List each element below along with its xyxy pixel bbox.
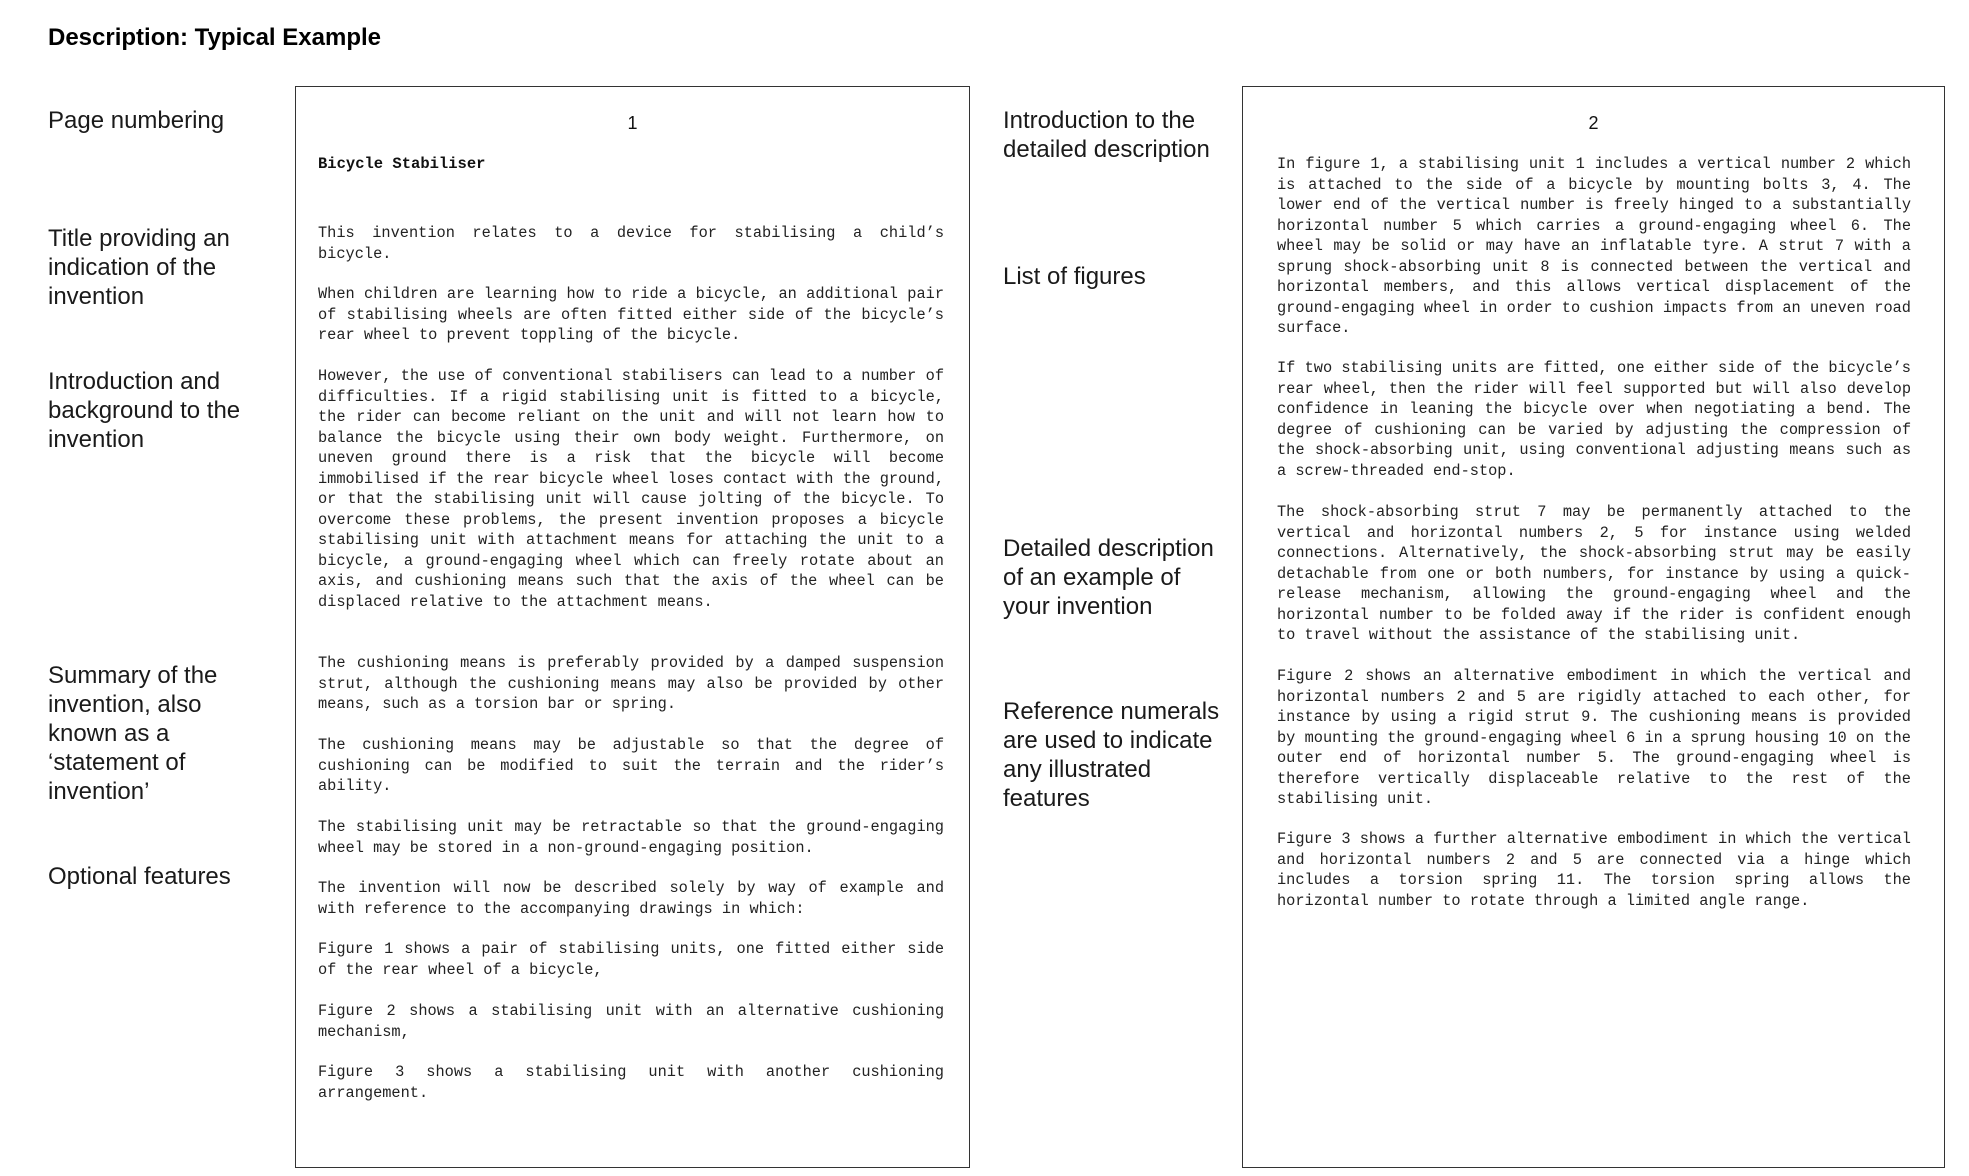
paragraph-1: In figure 1, a stabilising unit 1 includes a vertical number 2 which is attached to the side of a bicycle by mounting bolts 3, 4. The lower end of the vertical number is freely hinged to a substantially horizontal number 5 which carries a ground-engaging wheel 6. The wheel may be solid or may have an inflatable tyre. A strut 7 with a sprung shock-absorbing unit 8 is connected between the vertical and horizontal members, and this allows vertical displacement of the ground-engaging wheel in order to cushion impacts from an uneven road surface. xyxy=(1277,155,1911,337)
paragraph-2: When children are learning how to ride a bicycle, an additional pair of stabilising wheels are often fitted either side of the bicycle’s rear wheel to prevent toppling of the bicycle. xyxy=(318,285,944,344)
paragraph-4: The cushioning means is preferably provided by a damped suspension strut, although the cushioning means may also be provided by other means, such as a torsion bar or spring. xyxy=(318,654,944,713)
paragraph-2: If two stabilising units are fitted, one either side of the bicycle’s rear wheel, then the rider will feel supported but will also develop confidence in leaning the bicycle over when negotiating a bend. The degree of cushioning can be varied by adjusting the compression of the shock-absorbing unit, using conventional adjusting means such as a screw-threaded end-stop. xyxy=(1277,359,1911,480)
label-optional-features: Optional features xyxy=(48,863,231,890)
label-introduction-background: Introduction and background to the invention xyxy=(48,368,241,453)
paragraph-1: This invention relates to a device for stabilising a child’s bicycle. xyxy=(318,224,944,263)
label-summary: Summary of the invention, also known as a ‘statement of invention’ xyxy=(48,662,218,805)
label-intro-detailed-description: Introduction to the detailed description xyxy=(1003,107,1210,163)
label-title: Title providing an indication of the invention xyxy=(48,225,230,310)
figure-2-caption: Figure 2 shows a stabilising unit with an alternative cushioning mechanism, xyxy=(318,1002,944,1041)
label-detailed-description: Detailed description of an example of your invention xyxy=(1003,535,1214,620)
label-reference-numerals: Reference numerals are used to indicate any illustrated features xyxy=(1003,698,1220,812)
page-number: 1 xyxy=(627,113,638,133)
page-heading: Description: Typical Example xyxy=(48,24,381,51)
paragraph-5: The cushioning means may be adjustable so that the degree of cushioning can be modified to suit the terrain and the rider’s ability. xyxy=(318,736,944,795)
paragraph-7: The invention will now be described solely by way of example and with reference to the accompanying drawings in which: xyxy=(318,879,944,918)
paragraph-6: The stabilising unit may be retractable so that the ground-engaging wheel may be stored in a non-ground-engaging position. xyxy=(318,818,944,857)
paragraph-5: Figure 3 shows a further alternative embodiment in which the vertical and horizontal numbers 2 and 5 are connected via a hinge which includes a torsion spring 11. The torsion spring allows the horizontal number to rotate through a limited angle range. xyxy=(1277,830,1911,910)
invention-title: Bicycle Stabiliser xyxy=(318,155,486,173)
document-page-1 xyxy=(295,86,970,1168)
page-number: 2 xyxy=(1588,113,1599,133)
paragraph-3: However, the use of conventional stabilisers can lead to a number of difficulties. If a rigid stabilising unit is fitted to a bicycle, the rider can become reliant on the unit and will not learn how to balance the bicycle using their own body weight. Furthermore, on uneven ground there is a risk that the bicycle will become immobilised if the rear bicycle wheel loses contact with the ground, or that the stabilising unit will cause jolting of the bicycle. To overcome these problems, the present invention proposes a bicycle stabilising unit with attachment means for attaching the unit to a bicycle, a ground-engaging wheel which can freely rotate about an axis, and cushioning means such that the axis of the wheel can be displaced relative to the attachment means. xyxy=(318,367,944,611)
label-list-of-figures: List of figures xyxy=(1003,263,1146,290)
paragraph-3: The shock-absorbing strut 7 may be permanently attached to the vertical and horizontal numbers 2, 5 for instance using welded connections. Alternatively, the shock-absorbing strut may be easily detachable from one or both numbers, for instance by using a quick-release mechanism, allowing the ground-engaging wheel and the horizontal number to be folded away if the rider is confident enough to travel without the assistance of the stabilising unit. xyxy=(1277,503,1911,644)
label-page-numbering: Page numbering xyxy=(48,107,225,134)
paragraph-4: Figure 2 shows an alternative embodiment in which the vertical and horizontal numbers 2 and 5 are rigidly attached to each other, for instance by using a rigid strut 9. The cushioning means is provided by mounting the ground-engaging wheel 6 in a sprung housing 10 on the outer end of horizontal number 5. The ground-engaging wheel is therefore vertically displaceable relative to the rest of the stabilising unit. xyxy=(1277,667,1911,808)
figure-3-caption: Figure 3 shows a stabilising unit with another cushioning arrangement. xyxy=(318,1063,944,1102)
figure-1-caption: Figure 1 shows a pair of stabilising units, one fitted either side of the rear wheel of a bicycle, xyxy=(318,940,944,979)
document-page-2 xyxy=(1242,86,1945,1168)
